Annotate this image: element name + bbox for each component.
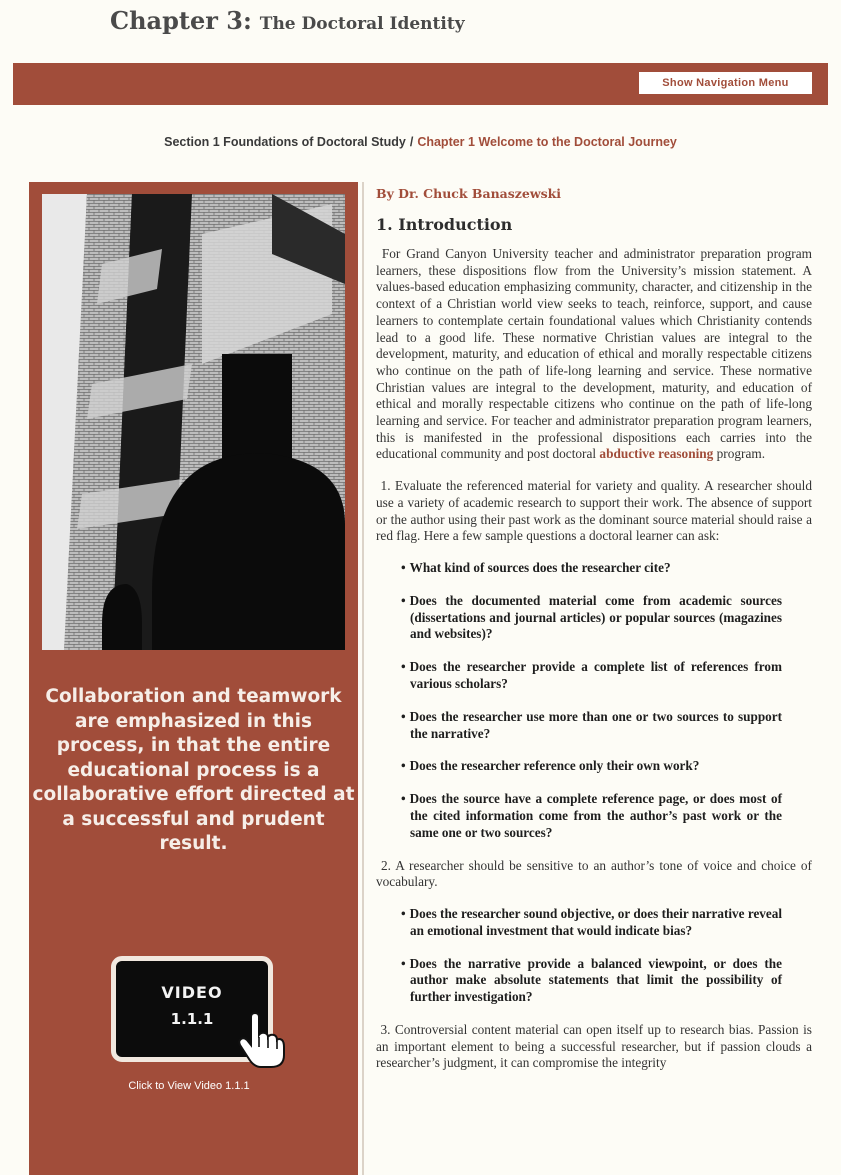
article-content — [376, 182, 812, 1087]
point-3-text: 3. Controversial content material can open itself up to research bias. Passion is an important element to being a successful researcher, but if passion clouds a researcher’s judgment, it can compromise the integrity — [376, 1021, 812, 1071]
section-heading: 1. Introduction — [376, 215, 513, 234]
video-number: 1.1.1 — [170, 1010, 214, 1028]
list-item: • Does the researcher reference only their own work? — [410, 758, 782, 775]
intro-paragraph — [376, 246, 812, 463]
sidebar-quote: Collaboration and teamwork are emphasized in this process, in that the entire educational process is a collaborative effort directed at a successful and prudent result. — [32, 686, 355, 854]
list-item: • Does the researcher sound objective, or does their narrative reveal an emotional investment that would indicate bias? — [410, 906, 782, 940]
list-item: • Does the researcher provide a complete list of references from various scholars? — [410, 659, 782, 693]
intro-text: For Grand Canyon University teacher and administrator preparation program learners, these dispositions flow from the University’s mission statement. A values-based education emphasizing community, character, and citizenship in the context of a Christian world view seeks to teach, reinforce, support, and cause learners to contemplate certain foundational values which Christianity contends lead to a good life. These normative Christian values are integral to the development, maturity, and education of ethical and morally respectable citizens who continue on the path of life-long learning and service. These normative Christian values are integral to the development, maturity, and education of ethical and morally respectable citizens who continue on the path of life-long learning and service. For teacher and administrator preparation program learners, this is manifested in the professional dispositions each carries into the educational community and post doctoral — [376, 246, 812, 462]
chapter-title: The Doctoral Identity — [259, 14, 465, 34]
point-2-paragraph — [376, 858, 812, 891]
pointing-hand-icon — [237, 1011, 285, 1069]
building-photo — [42, 194, 345, 650]
intro-tail: program. — [716, 446, 766, 462]
list-item: • What kind of sources does the researcher cite? — [410, 560, 782, 577]
chapter-number: Chapter 3: — [110, 6, 252, 35]
list-item: • Does the documented material come from academic sources (dissertations and journal articles) or popular sources (magazines and websites)? — [410, 593, 782, 643]
question-list-1 — [376, 560, 812, 842]
author-byline: By Dr. Chuck Banaszewski — [376, 186, 562, 201]
video-title: VIDEO — [161, 983, 223, 1002]
breadcrumb-section: Section 1 Foundations of Doctoral Study — [164, 135, 406, 149]
chapter-header — [110, 6, 465, 35]
nav-bar — [13, 63, 828, 105]
sidebar — [29, 182, 358, 1175]
point-3-paragraph — [376, 1022, 812, 1072]
question-list-2 — [376, 906, 812, 1006]
show-navigation-menu-button[interactable]: Show Navigation Menu — [639, 72, 812, 94]
breadcrumb-chapter-link[interactable]: Chapter 1 Welcome to the Doctoral Journey — [417, 135, 677, 149]
point-1-paragraph — [376, 478, 812, 545]
video-button[interactable] — [111, 956, 273, 1062]
breadcrumb — [0, 135, 841, 149]
abductive-reasoning-link[interactable]: abductive reasoning — [599, 446, 714, 462]
list-item: • Does the narrative provide a balanced viewpoint, or does the author make absolute statements that limit the possibility of further investigation? — [410, 956, 782, 1006]
list-item: • Does the researcher use more than one or two sources to support the narrative? — [410, 709, 782, 743]
point-1-text: 1. Evaluate the referenced material for variety and quality. A researcher should use a variety of academic research to support their work. The absence of support or the author using their past work as the dominant source material should raise a red flag. Here a few sample questions a doctoral learner can ask: — [376, 478, 813, 544]
point-2-text: 2. A researcher should be sensitive to an author’s tone of voice and choice of vocabulary. — [376, 857, 812, 890]
breadcrumb-separator: / — [409, 135, 414, 149]
list-item: • Does the source have a complete reference page, or does most of the cited information come from the author’s past work or the same one or two sources? — [410, 791, 782, 841]
video-caption-link[interactable]: Click to View Video 1.1.1 — [128, 1080, 250, 1092]
column-divider — [362, 182, 364, 1175]
